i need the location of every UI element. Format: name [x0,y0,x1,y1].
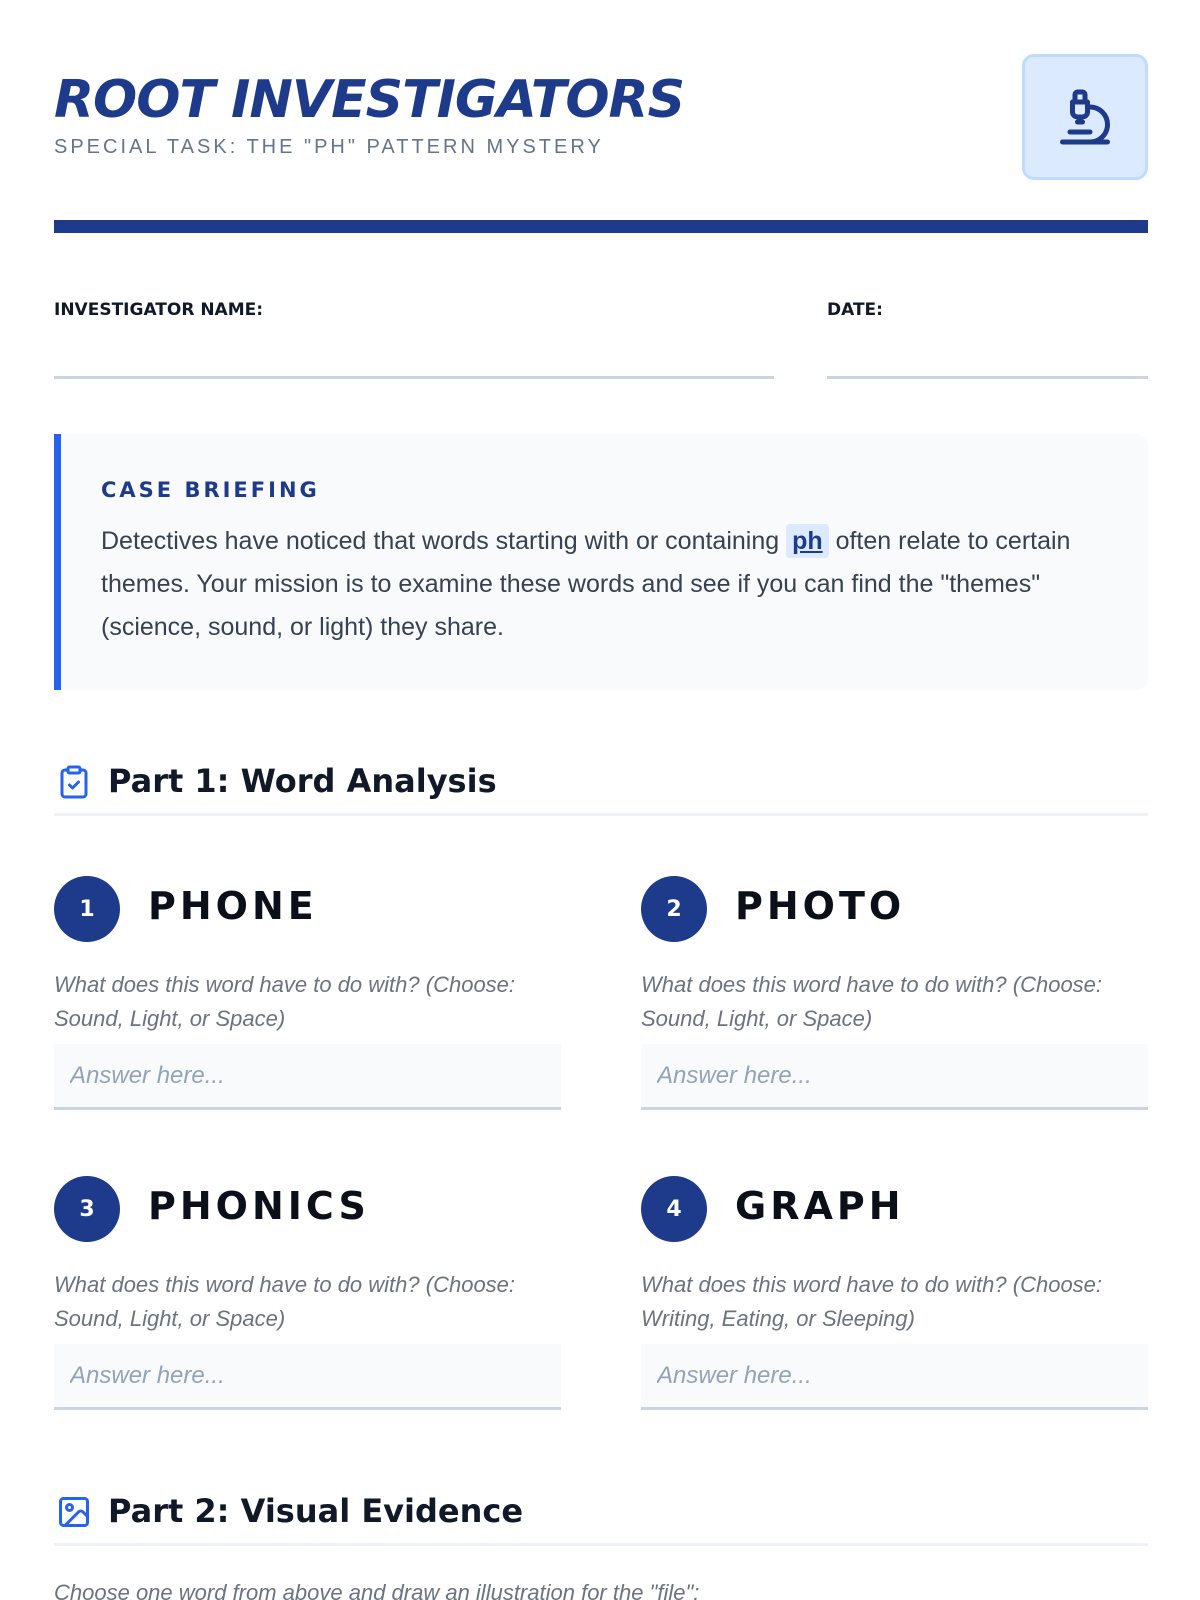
image-icon [56,1492,92,1532]
word-prompt: What does this word have to do with? (Choose: Writing, Eating, or Sleeping) [641,1272,1103,1331]
answer-input-4[interactable] [641,1344,1148,1410]
word-card-2 [641,876,1148,1116]
case-briefing-title: CASE BRIEFING [101,478,320,502]
investigator-name-field[interactable] [54,376,774,379]
answer-input-3[interactable] [54,1344,561,1410]
word-prompt: What does this word have to do with? (Choose: Sound, Light, or Space) [54,1272,516,1331]
word-card-1 [54,876,561,1116]
worksheet-title: ROOT INVESTIGATORS [54,70,685,130]
worksheet-header [54,68,1148,188]
word-prompt: What does this word have to do with? (Choose: Sound, Light, or Space) [641,972,1103,1031]
date-field[interactable] [827,376,1148,379]
part1-title: Part 1: Word Analysis [108,762,497,800]
word-number-badge: 3 [54,1176,120,1242]
word-card-4 [641,1176,1148,1416]
part2-instruction: Choose one word from above and draw an illustration for the "file": [54,1580,700,1600]
word-label: GRAPH [735,1184,905,1228]
word-number-badge: 4 [641,1176,707,1242]
part2-header [54,1482,1148,1546]
part1-header [54,752,1148,816]
word-card-3 [54,1176,561,1416]
date-label: DATE: [827,300,883,320]
case-briefing-panel [54,434,1148,690]
word-label: PHONICS [148,1184,370,1228]
answer-input-2[interactable] [641,1044,1148,1110]
word-number-badge: 2 [641,876,707,942]
ph-highlight: ph [786,524,829,558]
word-number-badge: 1 [54,876,120,942]
briefing-text-start: Detectives have noticed that words starting with or containing [101,527,787,555]
logo-badge [1022,54,1148,180]
part2-title: Part 2: Visual Evidence [108,1492,524,1530]
word-label: PHOTO [735,884,906,928]
briefing-text-end: often relate to certain themes. Your mission is to examine these words and see if you can find the "themes" (science, sound, or light) they share. [101,527,1071,641]
investigator-name-label: INVESTIGATOR NAME: [54,300,264,320]
answer-input-1[interactable] [54,1044,561,1110]
clipboard-check-icon [56,762,92,802]
word-prompt: What does this word have to do with? (Choose: Sound, Light, or Space) [54,972,516,1031]
word-label: PHONE [148,884,318,928]
case-briefing-text [101,520,1111,649]
worksheet-page [54,0,1148,1600]
microscope-icon [1055,86,1115,148]
header-divider [54,220,1148,233]
worksheet-subtitle: SPECIAL TASK: THE "PH" PATTERN MYSTERY [54,136,604,158]
